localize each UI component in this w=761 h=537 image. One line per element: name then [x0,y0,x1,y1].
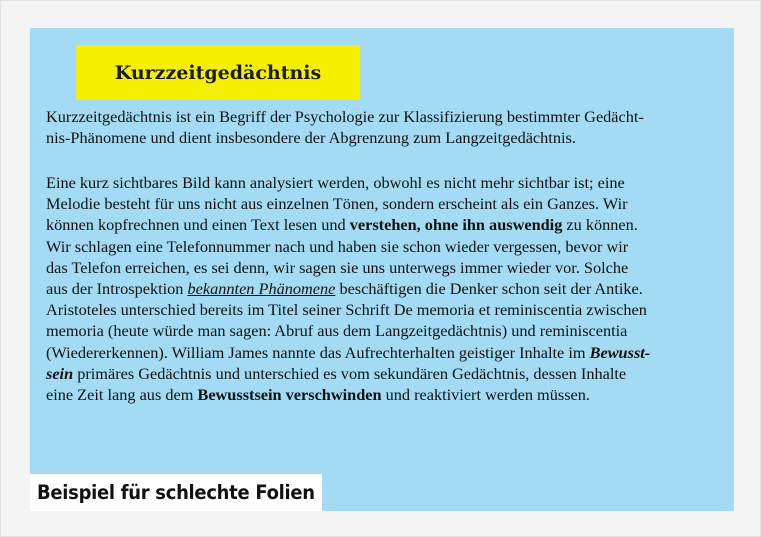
intro-line: Kurzzeitgedächtnis ist ein Begriff der Psychologie zur Klassifizierung bestimmter Gedächt- [46,107,644,126]
slide-title: Kurzzeitgedächtnis [114,61,322,84]
body-line: Aristoteles unterschied bereits im Titel seiner Schrift De memoria et reminiscentia zwischen [46,300,647,320]
body-line: das Telefon erreichen, es sei denn, wir sagen sie uns unterwegs immer wieder vor. Solche [46,257,629,277]
intro-paragraph [46,106,732,148]
caption-box [30,474,322,511]
body-text: beschäftigen die Denker schon seit der Antike. [335,279,643,299]
body-line [46,384,732,405]
intro-line: nis-Phänomene und dient insbesondere der Abgrenzung zum Langzeitgedächtnis. [46,128,576,148]
body-text: können kopfrechnen und einen Text lesen und [46,215,350,235]
body-paragraph [46,172,732,405]
italic-underlined-phrase: bekannten Phänomene [187,279,336,299]
bold-italic-phrase: sein [46,363,74,383]
title-highlight-box [76,45,360,100]
body-line: Eine kurz sichtbares Bild kann analysiert werden, obwohl es nicht mehr sichtbar ist; eine [46,173,625,192]
bold-italic-phrase: Bewusst- [589,342,651,362]
bold-phrase: verstehen, ohne ihn auswendig [349,215,563,235]
caption: Beispiel für schlechte Folien [37,481,315,504]
body-text: und reaktiviert werden müssen. [381,385,590,405]
body-line: memoria (heute würde man sagen: Abruf aus dem Langzeitgedächtnis) und reminiscentia [46,321,628,341]
body-text: (Wiedererkennen). William James nannte das Aufrechterhalten geistiger Inhalte im [46,342,590,362]
body-line [46,214,732,235]
body-line [46,278,732,299]
body-text: aus der Introspektion [46,279,188,299]
body-text: primäres Gedächtnis und unterschied es vom sekundären Gedächtnis, dessen Inhalte [73,363,627,383]
body-line [46,342,732,363]
body-text: eine Zeit lang aus dem [46,385,198,405]
body-line: Wir schlagen eine Telefonnummer nach und haben sie schon wieder vergessen, bevor wir [46,236,629,256]
slide [30,28,734,511]
body-text: zu können. [562,215,638,235]
body-line [46,363,732,384]
bold-phrase: Bewusstsein verschwinden [197,385,382,405]
body-line: Melodie besteht für uns nicht aus einzelnen Tönen, sondern erscheint als ein Ganzes. Wir [46,194,628,214]
